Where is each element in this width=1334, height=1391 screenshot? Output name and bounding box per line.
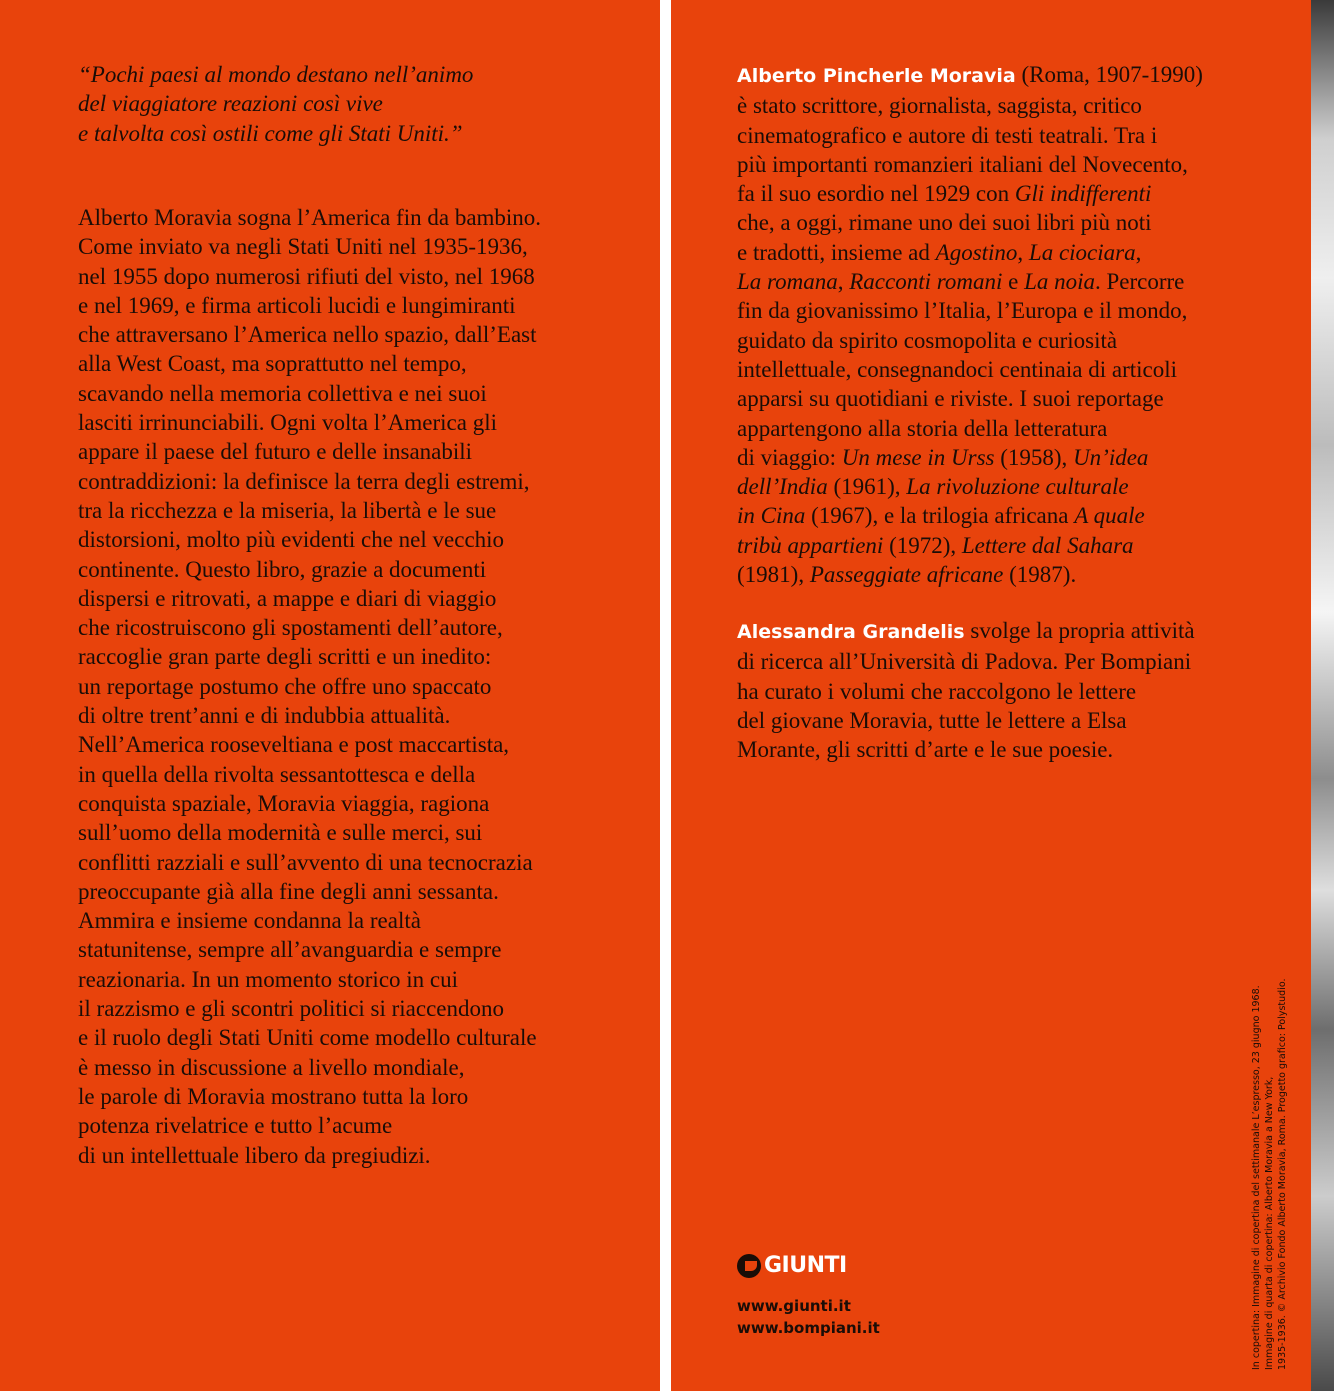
author-bio-line: guidato da spirito cosmopolita e curiosità xyxy=(737,327,1118,353)
website-giunti[interactable]: www.giunti.it xyxy=(737,1297,851,1315)
description-line: statunitense, sempre all’avanguardia e sempre xyxy=(78,937,502,963)
description-line: raccoglie gran parte degli scritti e un inedito: xyxy=(78,644,492,670)
author-bio-line: Alberto Pincherle Moravia (Roma, 1907-1990) xyxy=(737,62,1203,87)
book-title: Un’idea xyxy=(1073,444,1149,470)
image-credits xyxy=(1250,940,1289,1370)
description-line: potenza rivelatrice e tutto l’acume xyxy=(78,1113,393,1139)
description-line: distorsioni, molto più evidenti che nel vecchio xyxy=(78,527,505,553)
editor-bio-line: ha curato i volumi che raccolgono le lettere xyxy=(737,678,1137,704)
description-line: che ricostruiscono gli spostamenti dell’autore, xyxy=(78,615,503,641)
description-line: le parole di Moravia mostrano tutta la loro xyxy=(78,1083,469,1109)
description-line: di un intellettuale libero da pregiudizi. xyxy=(78,1142,431,1168)
author-bio-line: La romana, Racconti romani e La noia. Percorre xyxy=(737,269,1185,295)
editor-name: Alessandra Grandelis xyxy=(737,621,965,643)
description-line: e nel 1969, e firma articoli lucidi e lungimiranti xyxy=(78,292,516,318)
author-name: Alberto Pincherle Moravia xyxy=(737,65,1016,87)
book-title: La rivoluzione culturale xyxy=(906,474,1129,500)
author-bio-line: che, a oggi, rimane uno dei suoi libri più noti xyxy=(737,210,1152,236)
book-title: Gli indifferenti xyxy=(1014,181,1152,207)
book-title: Un mese in Urss xyxy=(841,444,995,470)
editor-bio-line: di ricerca all’Università di Padova. Per Bompiani xyxy=(737,649,1192,675)
credits-line: Immagine di quarta di copertina: Alberto Moravia a New York, xyxy=(1264,1076,1275,1370)
book-title: A quale xyxy=(1074,503,1145,529)
description-line: Alberto Moravia sogna l’America fin da bambino. xyxy=(78,205,542,230)
description-line: conflitti razziali e sull’avvento di una tecnocrazia xyxy=(78,849,533,875)
description-line: tra la ricchezza e la miseria, la libertà e le sue xyxy=(78,497,497,523)
author-bio-line: dell’India (1961), La rivoluzione culturale xyxy=(737,474,1129,500)
book-title: La ciociara xyxy=(1028,239,1136,265)
description-line: conquista spaziale, Moravia viaggia, ragiona xyxy=(78,790,490,816)
author-bio-line: apparsi su quotidiani e riviste. I suoi reportage xyxy=(737,386,1164,412)
author-bio-line: e tradotti, insieme ad Agostino, La ciociara, xyxy=(737,239,1142,265)
description-line: in quella della rivolta sessantottesca e della xyxy=(78,761,476,787)
author-bio-line: tribù appartieni (1972), Lettere dal Sahara xyxy=(737,532,1134,558)
website-bompiani[interactable]: www.bompiani.it xyxy=(737,1319,880,1337)
book-title: Passeggiate africane xyxy=(809,562,1004,588)
description-line: il razzismo e gli scontri politici si riaccendono xyxy=(78,996,505,1022)
cover-photo-edge xyxy=(1311,0,1334,1391)
logo-text: GIUNTI xyxy=(764,1253,847,1278)
editor-bio xyxy=(737,616,1297,764)
book-title: tribù appartieni xyxy=(737,532,884,558)
giunti-logo xyxy=(737,1253,847,1278)
author-bio-line: di viaggio: Un mese in Urss (1958), Un’idea xyxy=(737,444,1149,470)
giunti-g-icon xyxy=(737,1254,761,1278)
description-line: sull’uomo della modernità e sulle merci, sui xyxy=(78,820,483,846)
author-bio-line: in Cina (1967), e la trilogia africana A quale xyxy=(737,503,1145,529)
quote-line: e talvolta così ostili come gli Stati Uniti.” xyxy=(78,120,463,146)
credits-line: 1935-1936. © Archivio Fondo Alberto Moravia, Roma. Progetto grafico: Polystudio. xyxy=(1277,978,1288,1370)
author-bio-line: intellettuale, consegnandoci centinaia di articoli xyxy=(737,356,1178,382)
book-title: in Cina xyxy=(737,503,806,529)
book-title: La noia xyxy=(1024,269,1095,295)
epigraph-quote xyxy=(78,60,638,148)
description-line: lasciti irrinunciabili. Ogni volta l’America gli xyxy=(78,410,497,436)
book-title: Racconti romani xyxy=(849,269,1003,295)
editor-bio-line: del giovane Moravia, tutte le lettere a Elsa xyxy=(737,707,1127,733)
description-line: che attraversano l’America nello spazio, dall’East xyxy=(78,322,537,348)
description-line: reazionaria. In un momento storico in cui xyxy=(78,966,459,992)
description-line: è messo in discussione a livello mondiale, xyxy=(78,1054,465,1080)
description-line: Come inviato va negli Stati Uniti nel 1935-1936, xyxy=(78,234,528,260)
book-title: dell’India xyxy=(737,474,828,500)
author-bio-line: è stato scrittore, giornalista, saggista, critico xyxy=(737,93,1142,119)
author-bio-line: fin da giovanissimo l’Italia, l’Europa e il mondo, xyxy=(737,298,1188,324)
author-bio-line: cinematografico e autore di testi teatrali. Tra i xyxy=(737,122,1158,148)
quote-line: del viaggiatore reazioni così vive xyxy=(78,91,383,117)
description-line: alla West Coast, ma soprattutto nel tempo, xyxy=(78,351,467,377)
description-line: appare il paese del futuro e delle insanabili xyxy=(78,439,473,465)
description-line: contraddizioni: la definisce la terra degli estremi, xyxy=(78,468,530,494)
quote-line: “Pochi paesi al mondo destano nell’animo xyxy=(78,62,474,87)
description-line: Ammira e insieme condanna la realtà xyxy=(78,908,421,934)
description-line: continente. Questo libro, grazie a documenti xyxy=(78,556,487,582)
author-bio xyxy=(737,60,1297,589)
editor-bio-line: Morante, gli scritti d’arte e le sue poesie. xyxy=(737,737,1114,763)
description-line: un reportage postumo che offre uno spaccato xyxy=(78,673,492,699)
description-line: preoccupante già alla fine degli anni sessanta. xyxy=(78,878,499,904)
author-bio-line: (1981), Passeggiate africane (1987). xyxy=(737,562,1077,588)
book-description xyxy=(78,203,648,1170)
description-line: Nell’America rooseveltiana e post maccartista, xyxy=(78,732,510,758)
description-line: dispersi e ritrovati, a mappe e diari di viaggio xyxy=(78,585,497,611)
book-title: Lettere dal Sahara xyxy=(961,532,1134,558)
description-line: nel 1955 dopo numerosi rifiuti del visto, nel 1968 xyxy=(78,263,535,289)
book-title: Agostino xyxy=(935,239,1018,265)
credits-line: In copertina: Immagine di copertina del settimanale L’espresso, 23 giugno 1968. xyxy=(1251,985,1262,1370)
description-line: di oltre trent’anni e di indubbia attualità. xyxy=(78,703,451,729)
book-title: La romana xyxy=(737,269,838,295)
author-bio-line: fa il suo esordio nel 1929 con Gli indifferenti xyxy=(737,181,1152,207)
author-bio-line: appartengono alla storia della letteratura xyxy=(737,415,1108,441)
description-line: scavando nella memoria collettiva e nei suoi xyxy=(78,380,487,406)
description-line: e il ruolo degli Stati Uniti come modello culturale xyxy=(78,1025,537,1051)
editor-bio-line: Alessandra Grandelis svolge la propria attività xyxy=(737,618,1195,643)
author-bio-line: più importanti romanzieri italiani del Novecento, xyxy=(737,151,1188,177)
